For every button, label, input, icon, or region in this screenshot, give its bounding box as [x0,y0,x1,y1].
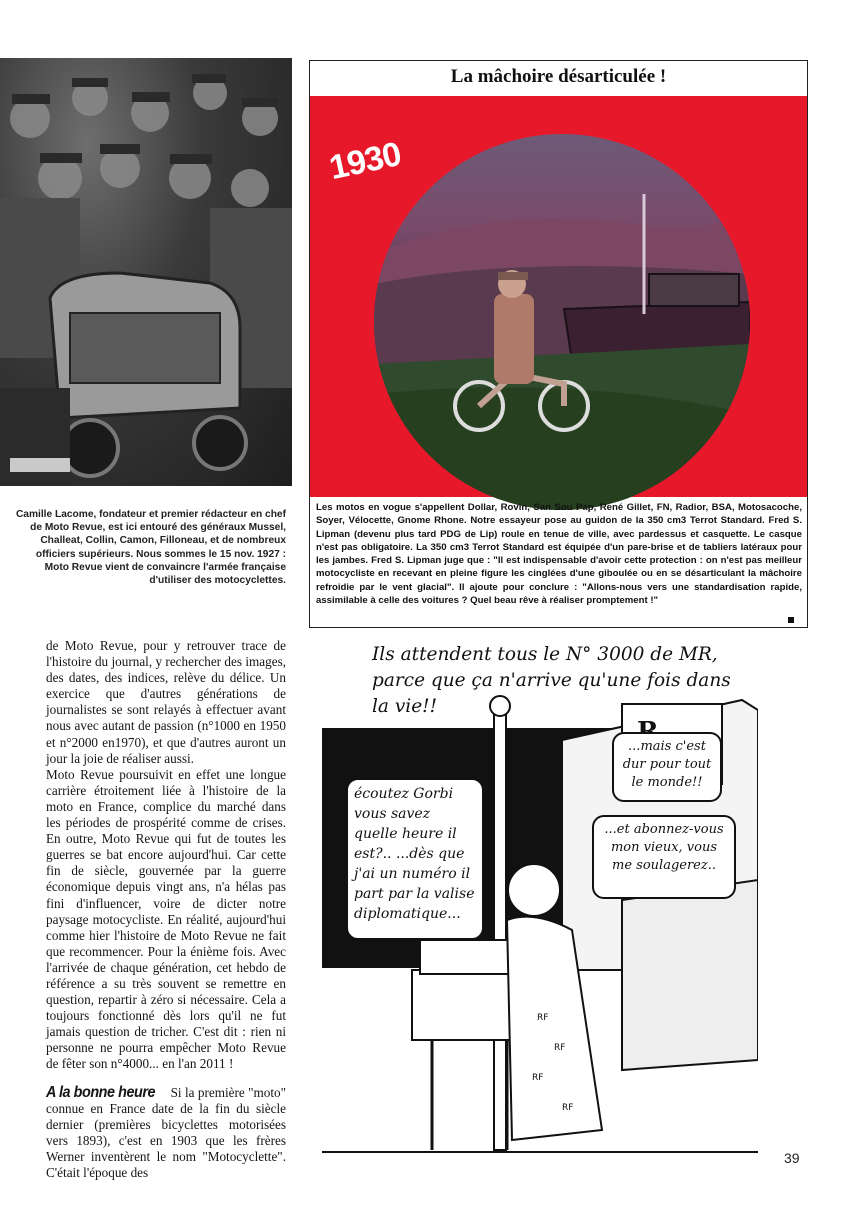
speech-bubble-left: écoutez Gorbi vous savez quelle heure il est?.. ...dès que j'ai un numéro il part par la valise diplomatique... [346,778,484,940]
robe-rf-2: RF [554,1043,566,1053]
cartoon-caption: Ils attendent tous le N° 3000 de MR, parce que ça n'arrive qu'une fois dans la vie!! [372,644,731,717]
article-paragraph: de Moto Revue, pour y retrouver trace de l'histoire du journal, y rechercher des images, des dates, des indices, relève du délice. Un exercice que d'autres générations de journalistes se sont relayés à effectuer avant nous avec autant de passion (n°1000 en 1950 et n°2000 en1970), et que d'autres auront un jour la joie de réaliser aussi. [46,638,286,766]
speech-bubble-top-right: ...mais c'est dur pour tout le monde!! [612,732,722,802]
historical-photo-illustration [0,58,292,486]
historical-photo [0,58,292,486]
article-subhead: A la bonne heure [46,1083,156,1101]
circular-photo-illustration [374,134,750,510]
article-column [46,638,286,1181]
robe-rf-3: RF [532,1073,544,1083]
sidebar-box [309,60,808,628]
end-of-article-square [788,617,794,623]
robe-rf-4: RF [562,1103,574,1113]
cartoon [322,640,758,1180]
sidebar-text: Les motos en vogue s'appellent Dollar, Rovin, San Sou Pap, René Gillet, FN, Radior, BSA, Motosacoche, Soyer, Vélocette, Gnome Rhone. Notre essayeur pose au guidon de la 350 cm3 Terrot Standard. Fred S. Lipman (devenu plus tard PDG de Lip) roule en tenue de ville, avec pardessus et casquette. Le casque n'est pas obligatoire. La 350 cm3 Terrot Standard est équipée d'un pare-brise et de tabliers latéraux pour les jambes. Fred S. Lipman juge que : "Il est indispensable d'avoir cette protection : on n'est pas meilleur motocycliste en recevant en pleine figure les cinglées d'une giboulée ou en se désarticulant la mâchoire refroidie par le vent glacial". Il ajoute pour conclure : "Allons-nous vers une standardisation rapide, assimilable à celle des voitures ? Quel beau rêve à réaliser promptement !" [316,502,802,607]
circular-photo [374,134,750,510]
sidebar-title: La mâchoire désarticulée ! [450,66,667,87]
robe-rf-1: RF [537,1013,549,1023]
speech-bubble-bottom-right: ...et abonnez-vous mon vieux, vous me soulagerez.. [592,815,736,899]
article-paragraph-with-subhead [46,1085,286,1182]
article-paragraph: Moto Revue poursuivit en effet une longue carrière étroitement liée à l'histoire de la moto en France, complice du marché dans les périodes de prospérité comme de crises. En outre, Moto Revue qui fut de toutes les guerres se bat encore aujourd'hui. Car cette fin de siècle, gouvernée par la guerre économique depuis vingt ans, n'a hélas pas fini d'influencer, voire de dicter notre paysage motocycliste. En réalité, aujourd'hui comme hier l'histoire de Moto Revue ne fait que recommencer. Pour la énième fois. Avec l'arrivée de chaque génération, cet hebdo de référence a su très souvent se remettre en question, repartir à zéro si nécessaire. Cela a toujours fonctionné dès lors qu'il ne fut jamais question de tricher. C'est dit : rien ni personne ne pourra empêcher Moto Revue de fêter son n°4000... en l'an 2011 ! [46,766,286,1072]
photo-caption: Camille Lacome, fondateur et premier rédacteur en chef de Moto Revue, est ici entouré des généraux Mussel, Challeat, Collin, Camon, Filloneau, et de nombreux officiers supérieurs. Nous sommes le 15 nov. 1927 : Moto Revue vient de convaincre l'armée française d'utiliser des motocyclettes. [15,509,286,587]
page-number: 39 [784,1150,800,1166]
article-paragraph-text: Si la première "moto" connue en France date de la fin du siècle dernier (premières bicyclettes motorisées vers 1893), c'est en 1903 que les frères Werner inventèrent le nom "Motocyclette". C'était l'époque des [46,1084,287,1180]
sidebar-red-panel [310,96,807,497]
year-label: 1930 [326,135,404,188]
